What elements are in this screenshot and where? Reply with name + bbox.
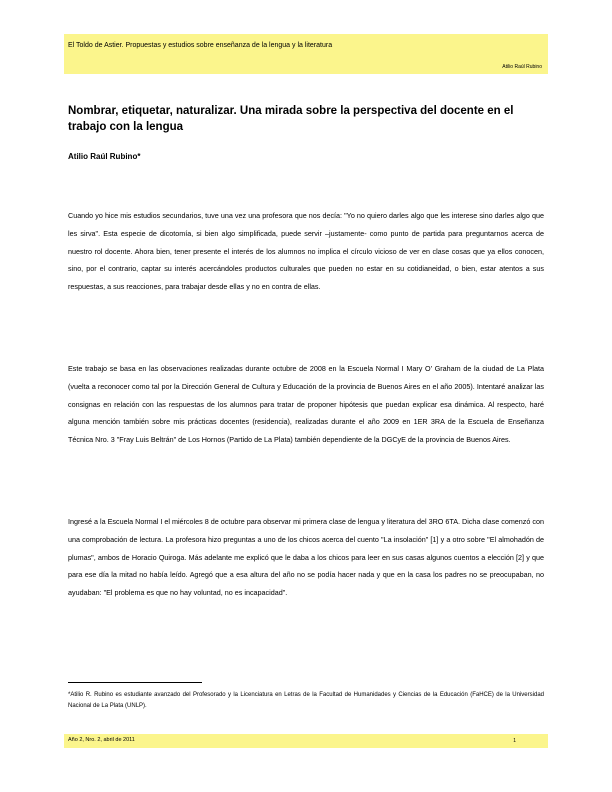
- running-author: Atilio Raúl Rubino: [502, 64, 542, 70]
- issue-info: Año 2, Nro. 2, abril de 2011: [68, 737, 135, 743]
- footnote-divider: [68, 682, 202, 683]
- footer-band: [64, 734, 548, 748]
- paragraph-1: Cuando yo hice mis estudios secundarios, tuve una vez una profesora que nos decía: "Yo no quiero darles algo que les interese sino darles algo que les sirva". Esta especie de dicotomía, si bien algo simplificada, puede servir –justamente- como punto de partida para preguntarnos acerca de nuestro rol docente. Ahora bien, tener presente el interés de los alumnos no implica el círculo vicioso de ver en clase cosas que ya ellos conocen, sino, por el contrario, captar su interés acercándoles productos culturales que pueden no estar en su cotidianeidad, o bien, estar atentos a sus respuestas, a sus reacciones, para trabajar desde ellas y no en contra de ellas.: [68, 211, 544, 292]
- page-number: 1: [513, 738, 516, 744]
- paragraph-2: Este trabajo se basa en las observaciones realizadas durante octubre de 2008 en la Escuela Normal I Mary O' Graham de la ciudad de La Plata (vuelta a reconocer como tal por la Dirección General de Cultura y Educación de la provincia de Buenos Aires en el año 2005). Intentaré analizar las consignas en relación con las respuestas de los alumnos para tratar de proponer hipótesis que puedan explicar esa dinámica. Al respecto, haré alguna mención también sobre mis prácticas docentes (residencia), realizadas durante el año 2009 en 1ER 3RA de la Escuela de Enseñanza Técnica Nro. 3 "Fray Luis Beltrán" de Los Hornos (Partido de La Plata) también dependiente de la DGCyE de la provincia de Buenos Aires.: [68, 364, 544, 445]
- article-author: Atilio Raúl Rubino*: [68, 152, 141, 161]
- header-band: [64, 34, 548, 74]
- paragraph-3: Ingresé a la Escuela Normal I el miércoles 8 de octubre para observar mi primera clase de lengua y literatura del 3RO 6TA. Dicha clase comenzó con una comprobación de lectura. La profesora hizo preguntas a uno de los chicos acerca del cuento "La insolación" [1] y a otro sobre "El almohadón de plumas", ambos de Horacio Quiroga. Más adelante me explicó que le daba a los chicos para leer en sus casas algunos cuentos a elección [2] y que para ese día la mitad no había leído. Agregó que a esa altura del año no se podía hacer nada y que en la casa los padres no se preocupaban, no ayudaban: "El problema es que no hay voluntad, no es incapacidad".: [68, 517, 544, 598]
- journal-title: El Toldo de Astier. Propuestas y estudios sobre enseñanza de la lengua y la literatura: [68, 42, 333, 49]
- article-title: Nombrar, etiquetar, naturalizar. Una mirada sobre la perspectiva del docente en el trabajo con la lengua: [68, 105, 514, 133]
- author-footnote: *Atilio R. Rubino es estudiante avanzado del Profesorado y la Licenciatura en Letras de la Facultad de Humanidades y Ciencias de la Educación (FaHCE) de la Universidad Nacional de La Plata (UNLP).: [68, 692, 544, 709]
